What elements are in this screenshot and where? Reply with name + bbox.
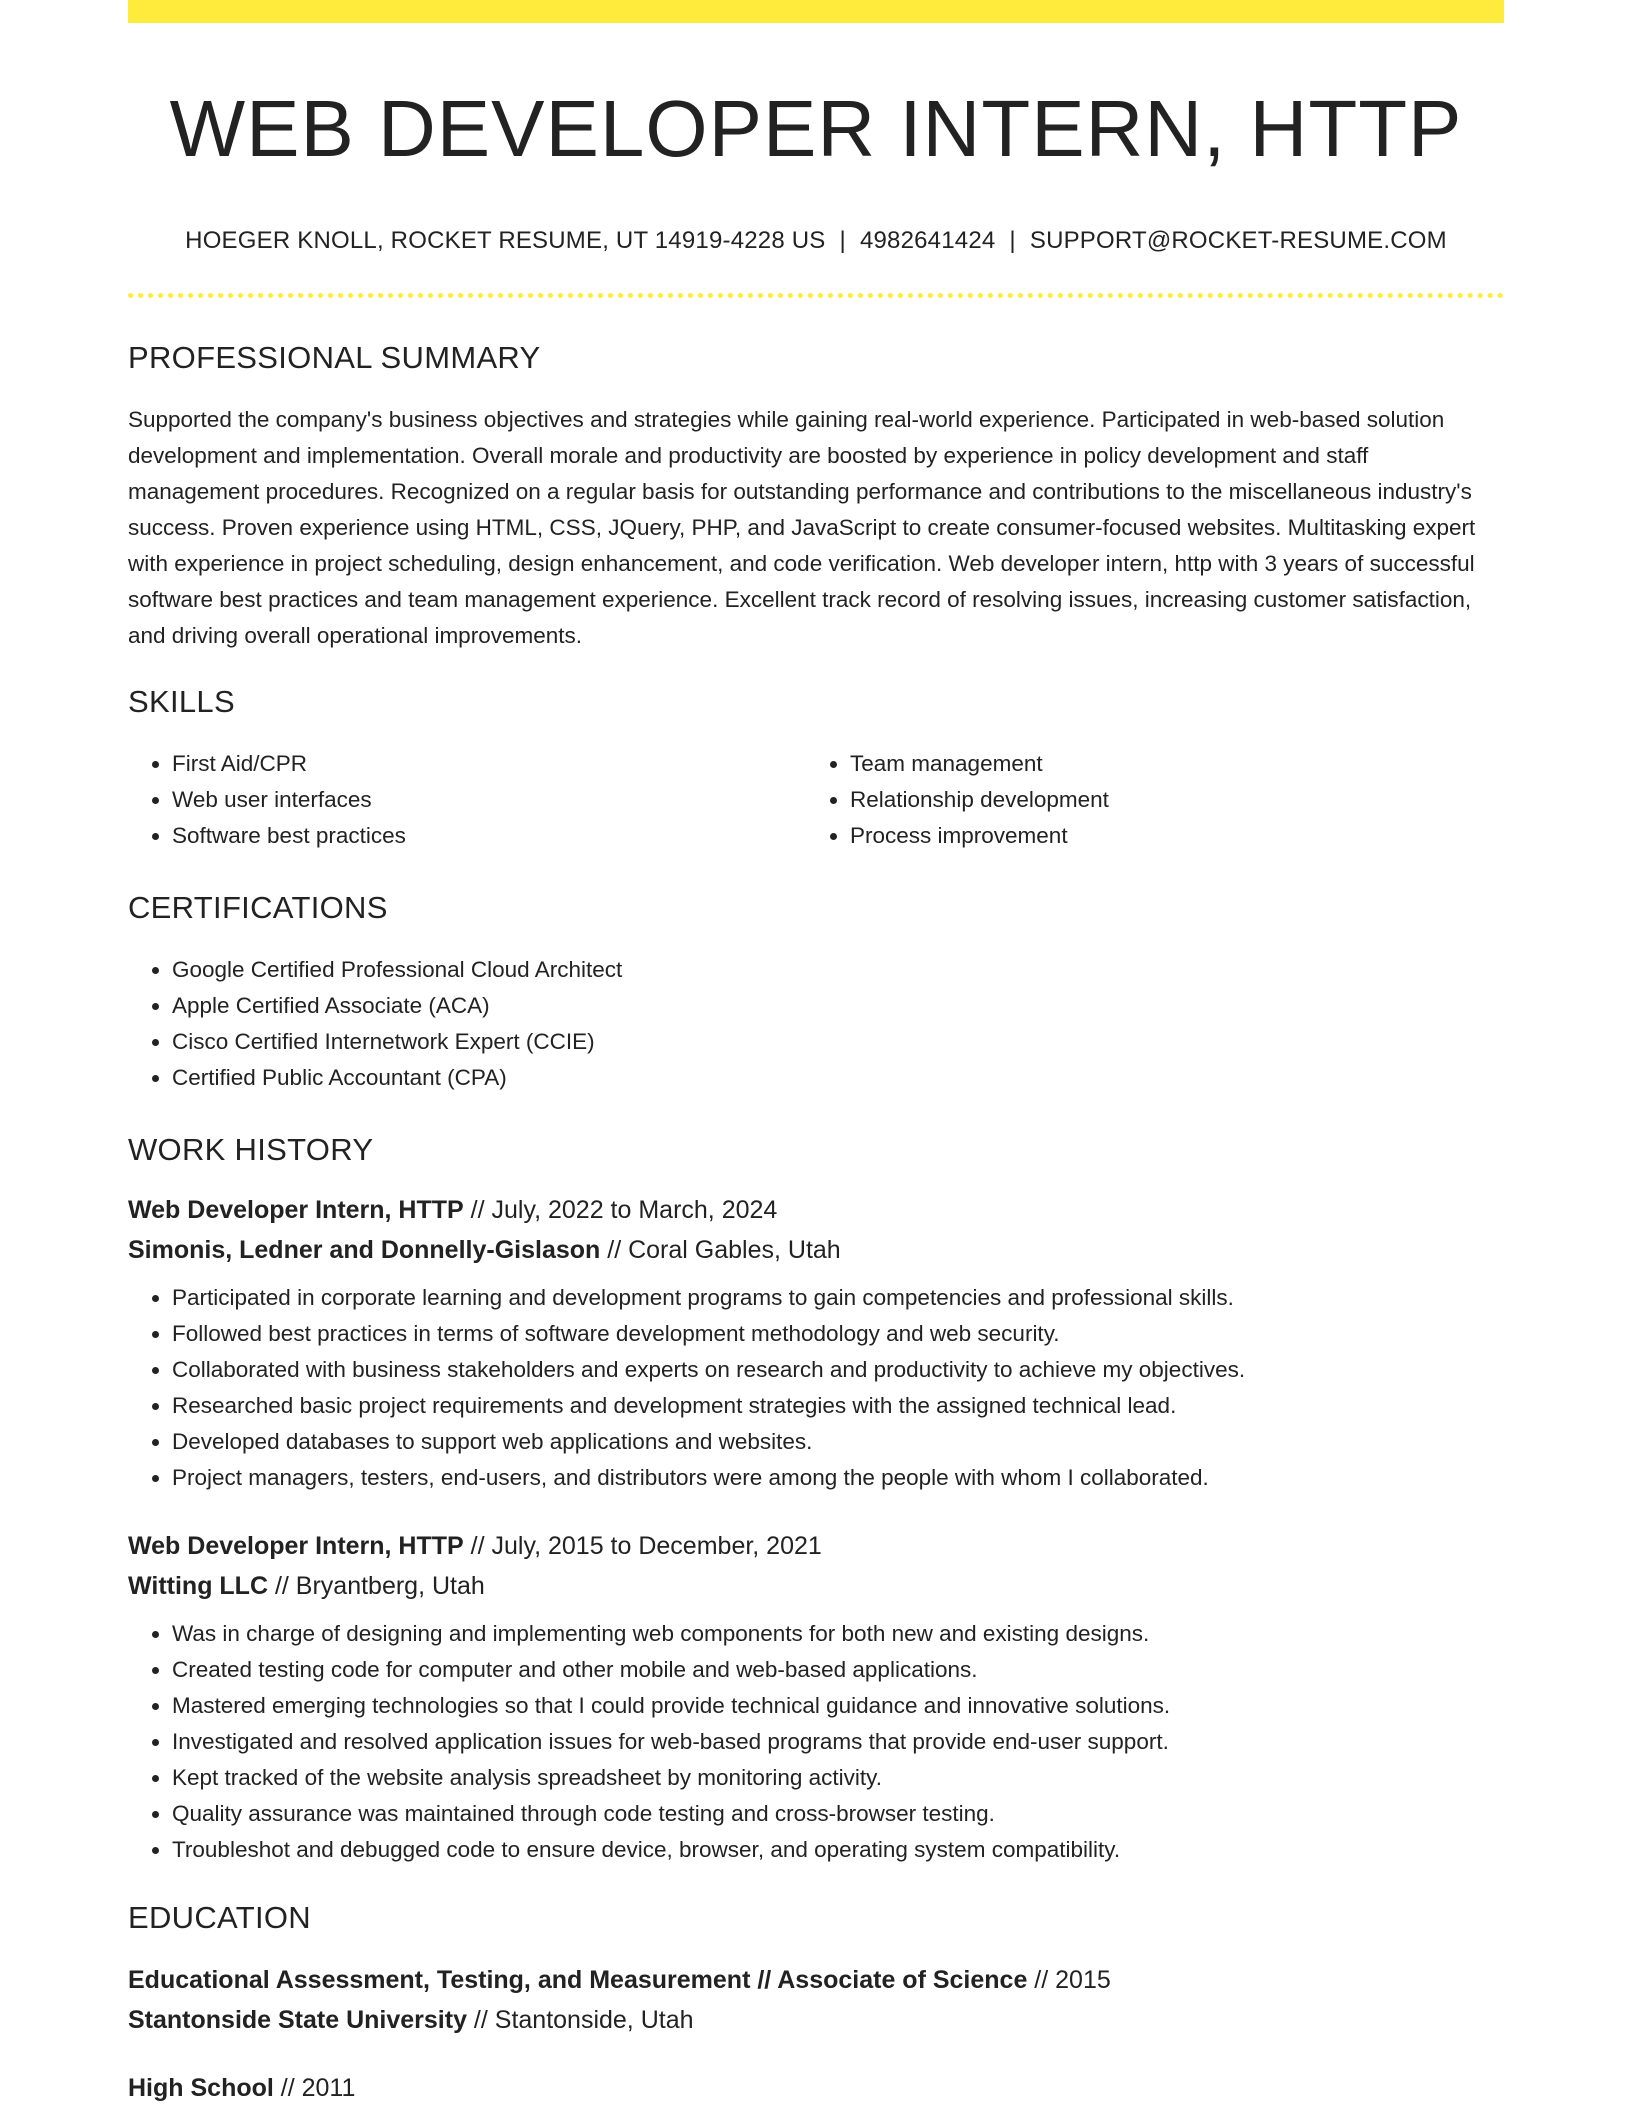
education-degree-line	[128, 2068, 1504, 2108]
skill-item: • First Aid/CPR	[172, 746, 806, 782]
accent-top-bar	[128, 0, 1504, 23]
work-history-heading: WORK HISTORY	[128, 1132, 374, 1167]
summary-heading: PROFESSIONAL SUMMARY	[128, 340, 541, 375]
education-location: // Stantonside, Utah	[466, 2006, 694, 2034]
skill-item: • Software best practices	[172, 818, 806, 854]
education-entry	[128, 1960, 1504, 2040]
skills-column-left	[128, 746, 806, 854]
job-responsibilities	[128, 1280, 1504, 1496]
education-year: // 2015	[1027, 1966, 1111, 1994]
skills-column-right	[806, 746, 1484, 854]
job-bullet: • Was in charge of designing and implementing web components for both new and existing designs.	[172, 1616, 1504, 1652]
job-title: Web Developer Intern, HTTP	[128, 1532, 464, 1560]
job-company-line	[128, 1230, 1504, 1270]
education-year: // 2011	[273, 2074, 356, 2102]
job-location: // Coral Gables, Utah	[600, 1236, 841, 1264]
contact-line	[128, 227, 1504, 255]
job-title-line	[128, 1190, 1504, 1230]
skill-item: • Team management	[850, 746, 1484, 782]
certifications-heading: CERTIFICATIONS	[128, 890, 388, 925]
certifications-list	[128, 952, 1504, 1096]
job-bullet: • Kept tracked of the website analysis spreadsheet by monitoring activity.	[172, 1760, 1504, 1796]
job-bullet: • Developed databases to support web applications and websites.	[172, 1424, 1504, 1460]
job-title: Web Developer Intern, HTTP	[128, 1196, 464, 1224]
summary-text: Supported the company's business objectives and strategies while gaining real-world experience. Participated in web-based solution development and implementation. Overall morale and productivity are boosted by experience in policy development and staff management procedures. Recognized on a regular basis for outstanding performance and contributions to the miscellaneous industry's success. Proven experience using HTML, CSS, JQuery, PHP, and JavaScript to create consumer-focused websites. Multitasking expert with experience in project scheduling, design enhancement, and code verification. Web developer intern, http with 3 years of successful software best practices and team management experience. Excellent track record of resolving issues, increasing customer satisfaction, and driving overall operational improvements.	[128, 407, 1476, 648]
job-bullet: • Investigated and resolved application issues for web-based programs that provide end-user support.	[172, 1724, 1504, 1760]
contact-phone: 4982641424	[859, 227, 996, 254]
education-school-line	[128, 2000, 1504, 2040]
job-dates: // July, 2022 to March, 2024	[463, 1196, 778, 1224]
job-bullet: • Followed best practices in terms of software development methodology and web security.	[172, 1316, 1504, 1352]
contact-address: HOEGER KNOLL, ROCKET RESUME, UT 14919-4228 US	[185, 227, 826, 254]
education-degree: High School	[128, 2074, 274, 2102]
education-school: Stantonside State University	[128, 2006, 467, 2034]
job-bullet: • Created testing code for computer and other mobile and web-based applications.	[172, 1652, 1504, 1688]
skills-list	[128, 746, 1504, 854]
job-bullet: • Participated in corporate learning and development programs to gain competencies and professional skills.	[172, 1280, 1504, 1316]
skill-item: • Relationship development	[850, 782, 1484, 818]
certification-item: • Certified Public Accountant (CPA)	[172, 1060, 1504, 1096]
skill-item: • Process improvement	[850, 818, 1484, 854]
job-bullet: • Troubleshot and debugged code to ensure device, browser, and operating system compatibility.	[172, 1832, 1504, 1868]
skill-item: • Web user interfaces	[172, 782, 806, 818]
job-company: Simonis, Ledner and Donnelly-Gislason	[128, 1236, 601, 1264]
job-dates: // July, 2015 to December, 2021	[463, 1532, 822, 1560]
contact-separator: |	[839, 227, 846, 254]
certification-item: • Cisco Certified Internetwork Expert (CCIE)	[172, 1024, 1504, 1060]
resume-title: WEB DEVELOPER INTERN, HTTP	[169, 84, 1463, 173]
contact-separator: |	[1009, 227, 1016, 254]
job-bullet: • Quality assurance was maintained through code testing and cross-browser testing.	[172, 1796, 1504, 1832]
job-entry	[128, 1526, 1504, 1868]
certification-item: • Apple Certified Associate (ACA)	[172, 988, 1504, 1024]
job-entry	[128, 1190, 1504, 1496]
education-degree: Educational Assessment, Testing, and Measurement // Associate of Science	[128, 1966, 1028, 1994]
job-bullet: • Mastered emerging technologies so that I could provide technical guidance and innovative solutions.	[172, 1688, 1504, 1724]
education-degree-line	[128, 1960, 1504, 2000]
job-title-line	[128, 1526, 1504, 1566]
job-bullet: • Collaborated with business stakeholders and experts on research and productivity to achieve my objectives.	[172, 1352, 1504, 1388]
job-bullet: • Project managers, testers, end-users, and distributors were among the people with whom I collaborated.	[172, 1460, 1504, 1496]
dotted-divider	[128, 293, 1504, 298]
education-entry	[128, 2068, 1504, 2108]
job-location: // Bryantberg, Utah	[268, 1572, 485, 1600]
job-responsibilities	[128, 1616, 1504, 1868]
certification-item: • Google Certified Professional Cloud Architect	[172, 952, 1504, 988]
job-bullet: • Researched basic project requirements and development strategies with the assigned technical lead.	[172, 1388, 1504, 1424]
education-heading: EDUCATION	[128, 1900, 311, 1935]
skills-heading: SKILLS	[128, 684, 235, 719]
contact-email: SUPPORT@ROCKET-RESUME.COM	[1029, 227, 1447, 254]
job-company-line	[128, 1566, 1504, 1606]
job-company: Witting LLC	[128, 1572, 269, 1600]
resume-page	[128, 0, 1504, 2108]
